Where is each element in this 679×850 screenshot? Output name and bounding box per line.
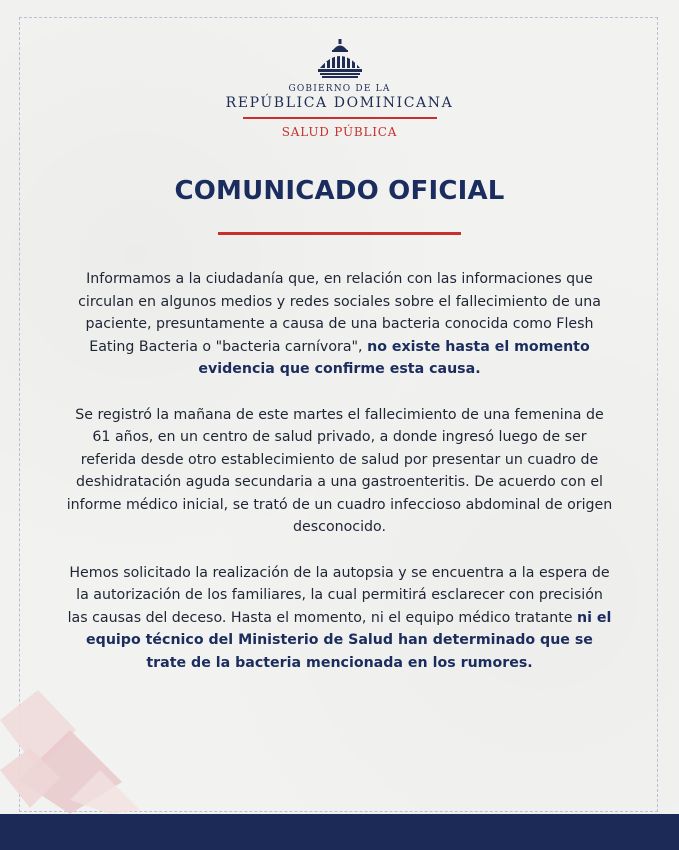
decorative-diamonds [0, 690, 150, 814]
paragraph-2-text: Se registró la mañana de este martes el fallecimiento de una femenina de 61 años, en un centro de salud privado, a donde ingresó luego de ser referida desde otro establecimiento de salud por presentar un cuadro de deshidratación aguda secundaria a una gastroenteritis. De acuerdo con el informe médico inicial, se trató de un cuadro infeccioso abdominal de origen desconocido. [66, 406, 613, 535]
footer-bar [0, 814, 679, 850]
paragraph-1-text: Informamos a la ciudadanía que, en relación con las informaciones que circulan en algunos medios y redes sociales sobre el fallecimiento de una paciente, presuntamente a causa de una bacteria conocida como Flesh Eating Bacteria o "bacteria carnívora", [78, 271, 601, 355]
gov-label-country: REPÚBLICA DOMINICANA [225, 95, 454, 111]
statement-body [66, 268, 613, 697]
paragraph-1-bold: no existe hasta el momento evidencia que confirme esta causa. [198, 338, 590, 377]
government-logo [0, 38, 679, 139]
title-divider [218, 232, 461, 235]
paragraph-3 [66, 562, 613, 675]
paragraph-1 [66, 268, 613, 381]
paragraph-3-bold: ni el equipo técnico del Ministerio de Salud han determinado que se trate de la bacteria mencionada en los rumores. [86, 609, 612, 671]
ministry-label: SALUD PÚBLICA [281, 125, 398, 139]
logo-divider [243, 117, 437, 119]
paragraph-2 [66, 404, 613, 539]
page-title: COMUNICADO OFICIAL [174, 176, 505, 206]
paragraph-3-text: Hemos solicitado la realización de la autopsia y se encuentra a la espera de la autorización de los familiares, la cual permitirá esclarecer con precisión las causas del deceso. Hasta el momento, ni el equipo médico tratante [67, 564, 610, 626]
dome-icon [316, 38, 364, 80]
gov-label-small: GOBIERNO DE LA [288, 84, 391, 94]
